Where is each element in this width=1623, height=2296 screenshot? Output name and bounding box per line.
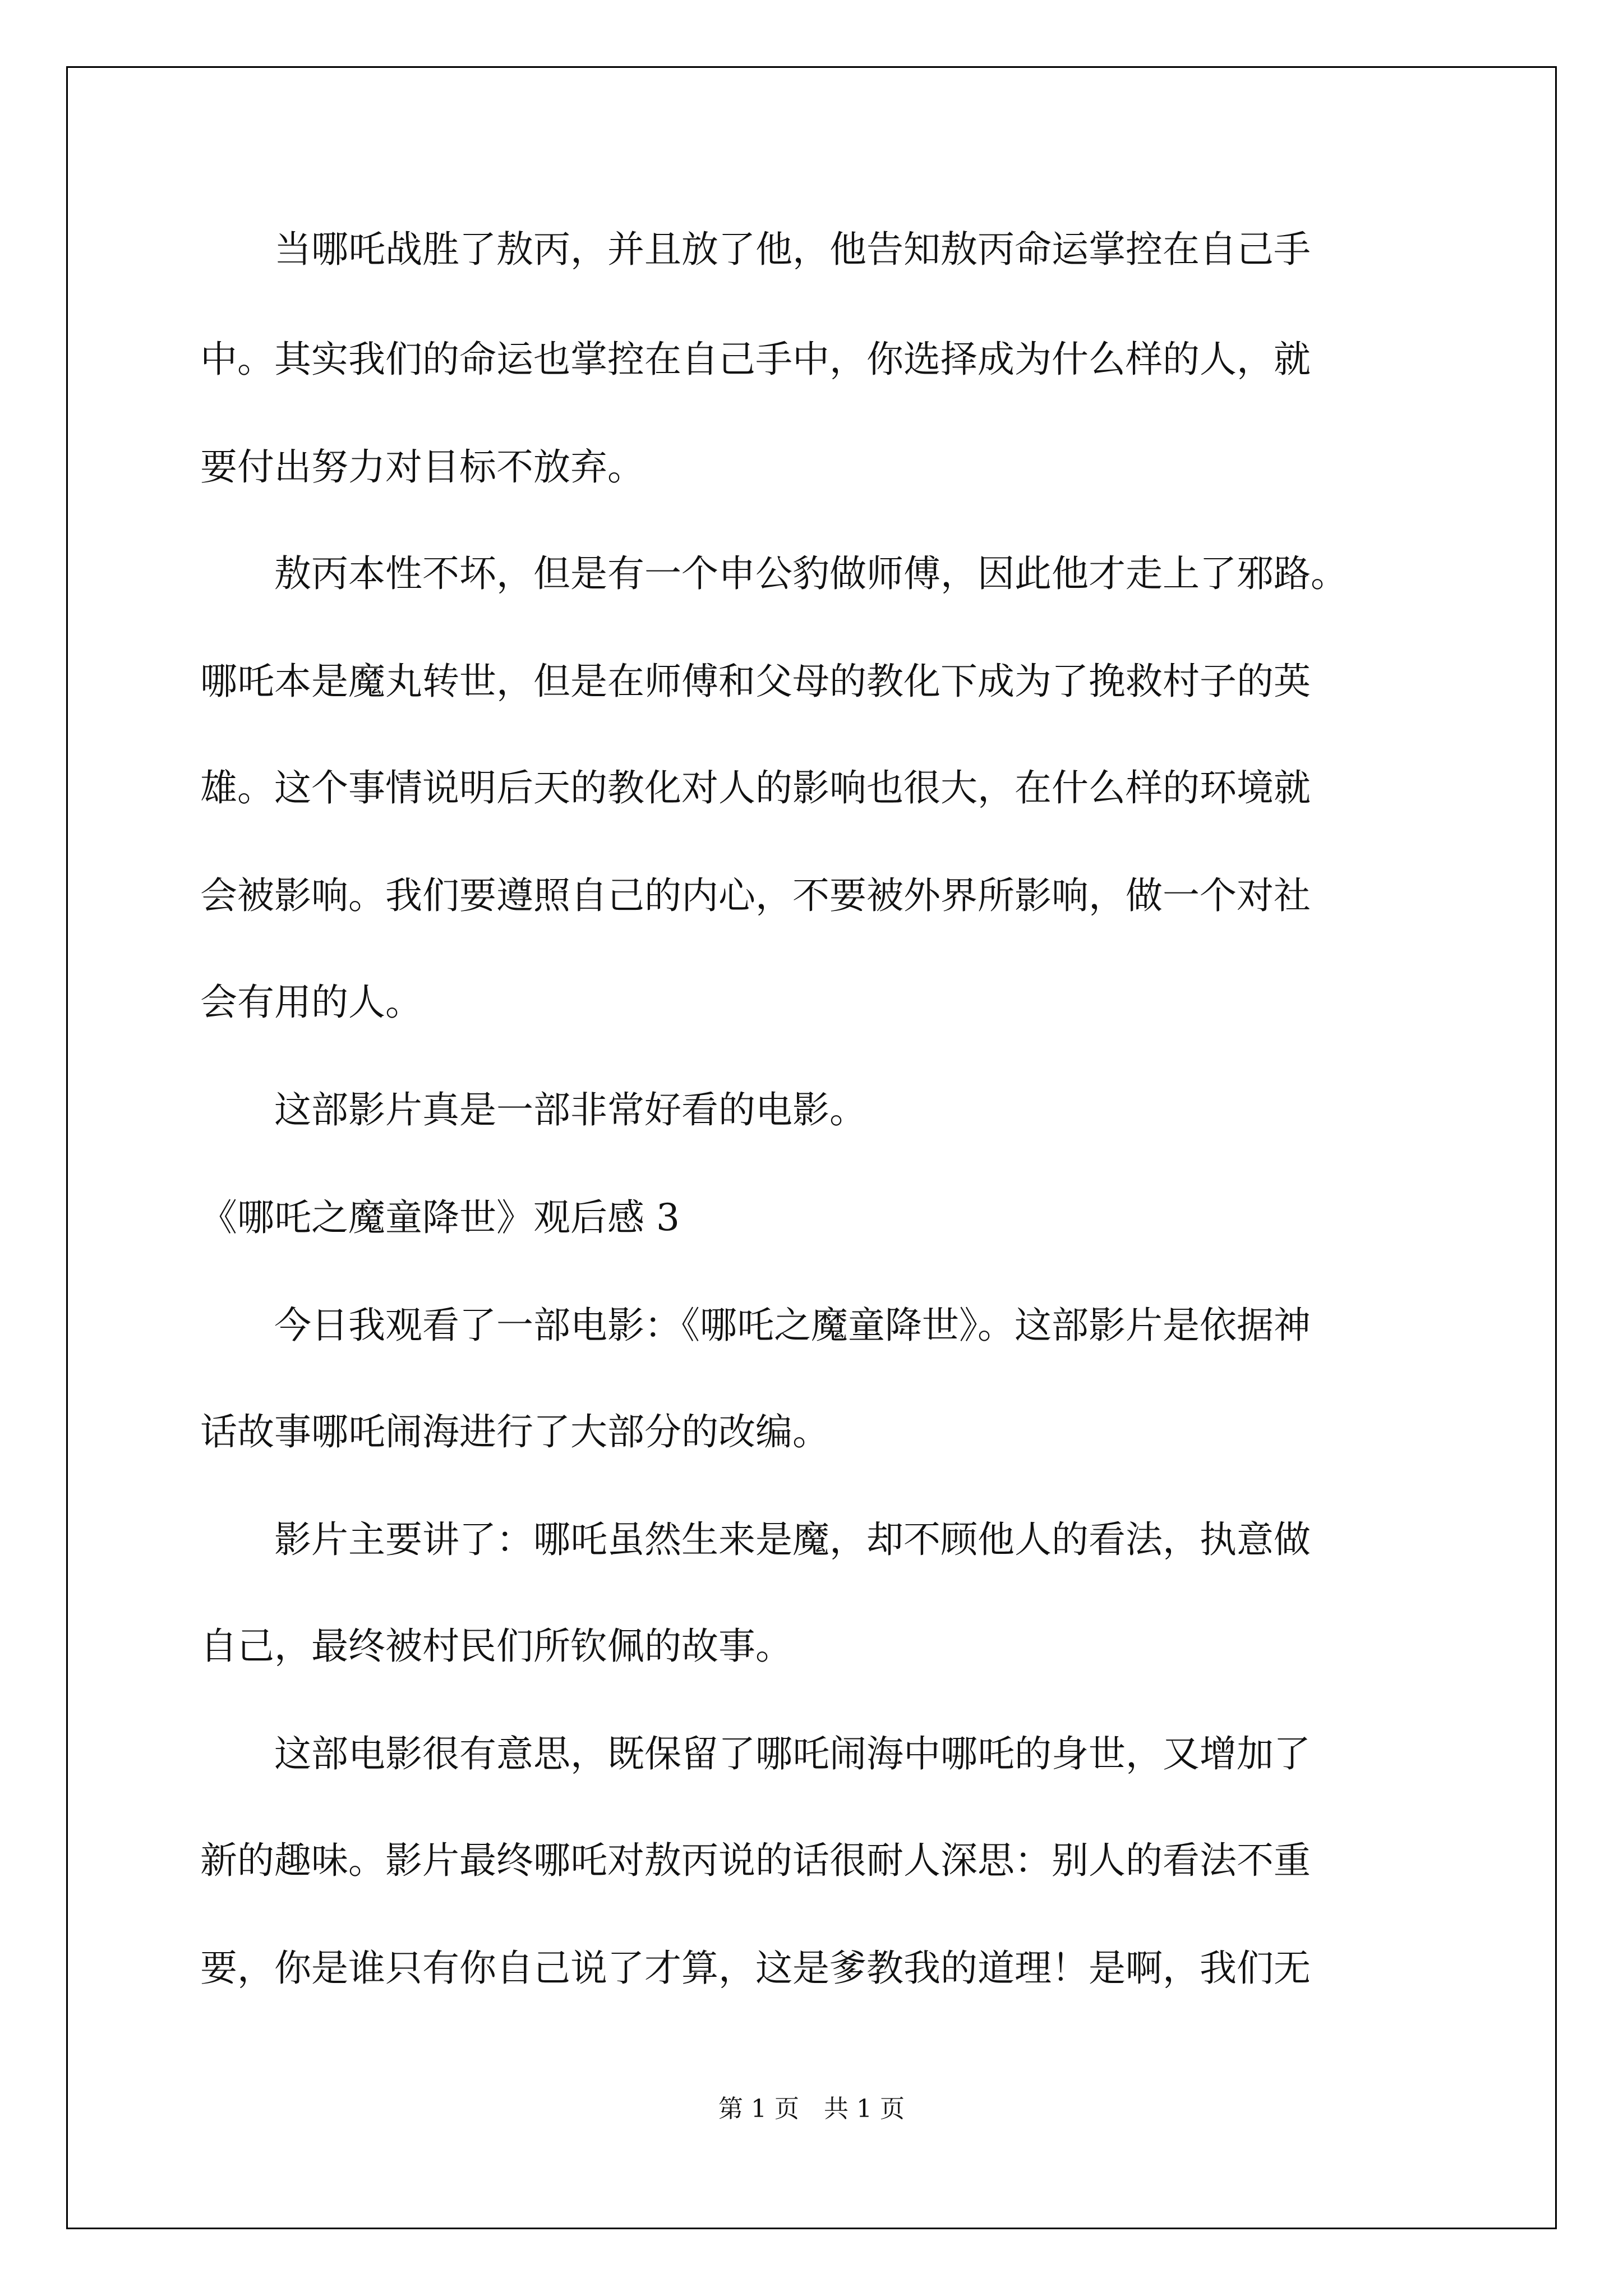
text-line: 自己，最终被村民们所钦佩的故事。 [200,1625,792,1668]
text-line: 哪吒本是魔丸转世，但是在师傅和父母的教化下成为了挽救村子的英 [200,660,1311,703]
page-number-footer: 第 1 页 共 1 页 [718,2095,905,2123]
page-border [66,66,1557,2229]
text-line: 中。其实我们的命运也掌控在自己手中，你选择成为什么样的人，就 [200,338,1311,381]
text-line: 雄。这个事情说明后天的教化对人的影响也很大，在什么样的环境就 [200,766,1311,809]
text-line: 会有用的人。 [200,981,422,1024]
text-line: 要付出努力对目标不放弃。 [200,445,644,489]
text-line: 敖丙本性不坏，但是有一个申公豹做师傅，因此他才走上了邪路。 [200,552,1348,595]
text-line: 当哪吒战胜了敖丙，并且放了他，他告知敖丙命运掌控在自己手 [200,228,1311,271]
text-line: 新的趣味。影片最终哪吒对敖丙说的话很耐人深思：别人的看法不重 [200,1839,1311,1882]
text-line: 这部影片真是一部非常好看的电影。 [200,1088,866,1131]
text-line: 这部电影很有意思，既保留了哪吒闹海中哪吒的身世，又增加了 [200,1732,1311,1775]
text-line: 话故事哪吒闹海进行了大部分的改编。 [200,1410,829,1453]
text-line: 要，你是谁只有你自己说了才算，这是爹教我的道理！是啊，我们无 [200,1947,1311,1990]
text-line: 今日我观看了一部电影：《哪吒之魔童降世》。这部影片是依据神 [200,1304,1311,1347]
text-line: 影片主要讲了：哪吒虽然生来是魔，却不顾他人的看法，执意做 [200,1518,1311,1561]
text-line: 会被影响。我们要遵照自己的内心，不要被外界所影响，做一个对社 [200,874,1311,917]
section-heading: 《哪吒之魔童降世》观后感 3 [200,1196,680,1239]
